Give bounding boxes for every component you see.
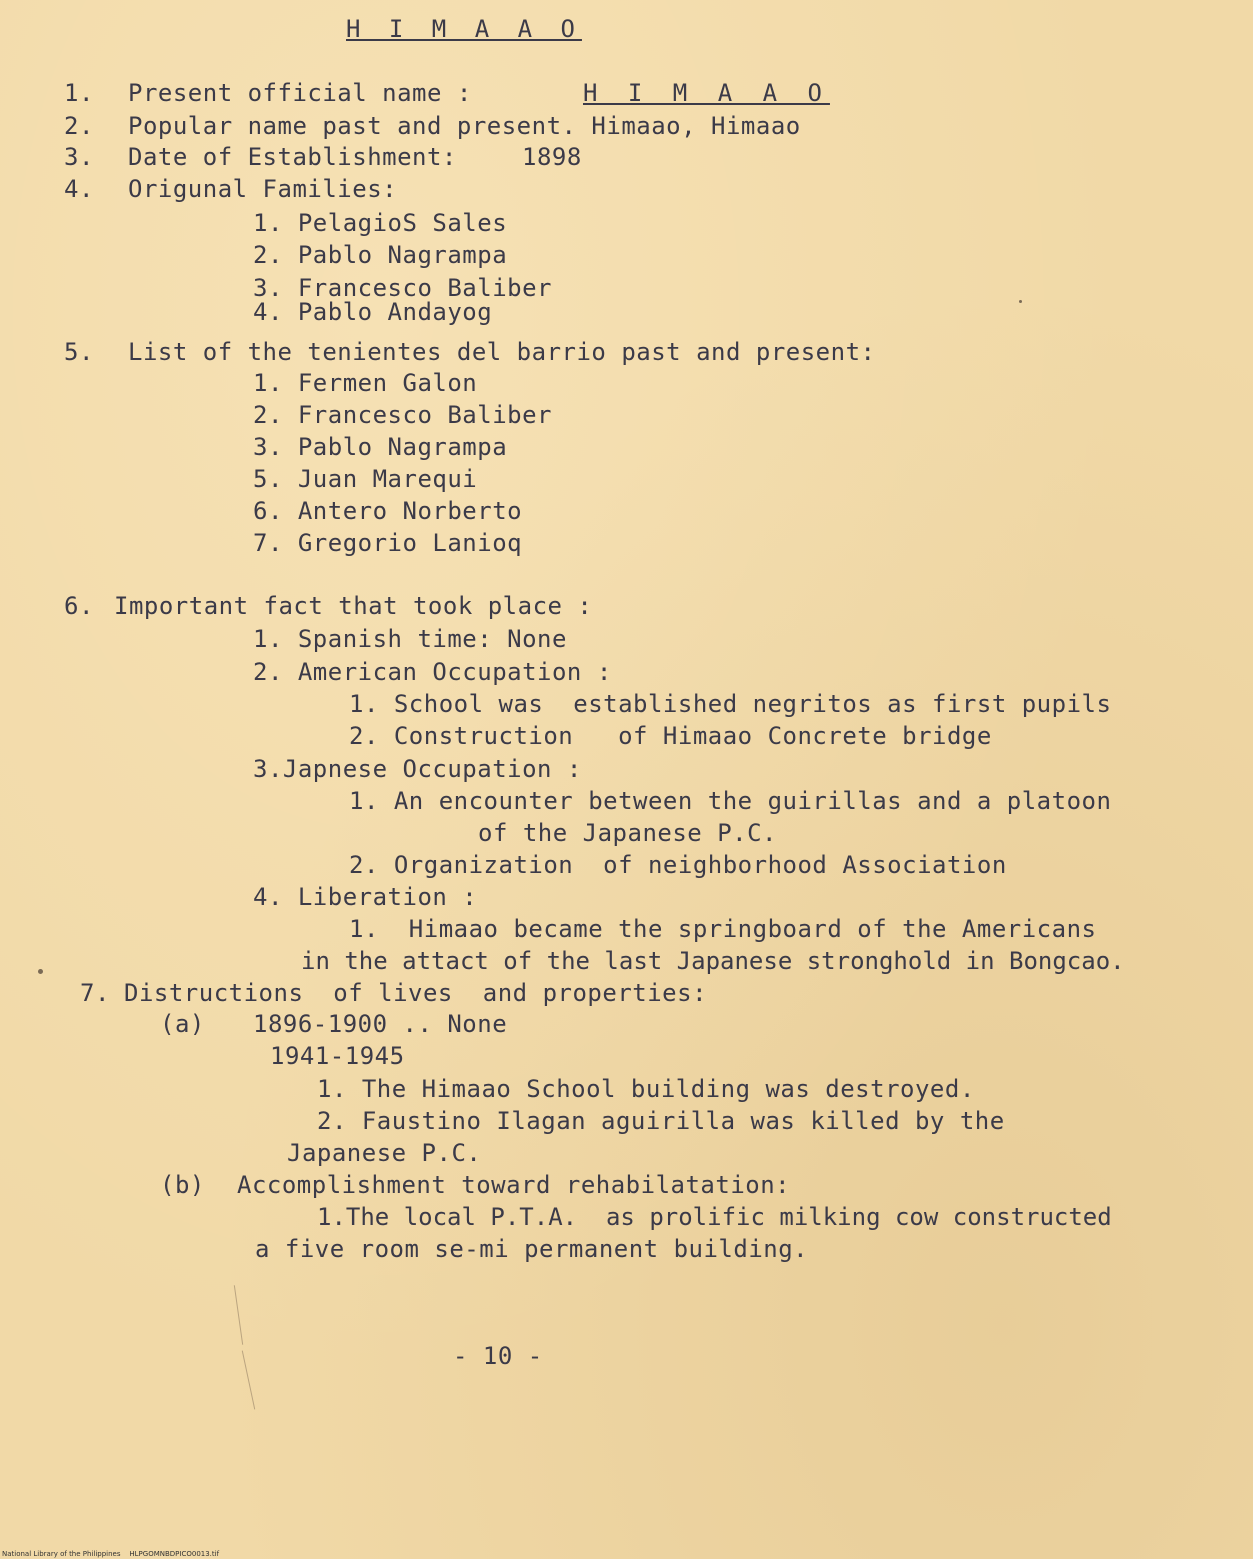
teniente-3: 3. Pablo Nagrampa [253, 433, 508, 461]
item-3-number: 3. [64, 143, 94, 171]
item-1-value: H I M A A O [583, 79, 830, 107]
item-4-label: Origunal Families: [128, 175, 398, 203]
family-3: 3. Francesco Baliber [253, 274, 552, 302]
item-2-text: Popular name past and present. Himaao, Himaao [128, 112, 801, 140]
item-3-value: 1898 [522, 143, 582, 171]
destruction-a-period-2: 1941-1945 [270, 1042, 405, 1070]
paper-scratch [234, 1285, 243, 1345]
teniente-6: 6. Antero Norberto [253, 497, 523, 525]
item-1-label: Present official name : [128, 79, 472, 107]
fact-japanese-1a: 1. An encounter between the guirillas and a platoon [349, 787, 1112, 815]
item-7-number: 7. [80, 979, 110, 1007]
item-1-number: 1. [64, 79, 94, 107]
item-6-number: 6. [64, 592, 94, 620]
item-6-label: Important fact that took place : [114, 592, 593, 620]
teniente-7: 7. Gregorio Lanioq [253, 529, 523, 557]
fact-liberation: 4. Liberation : [253, 883, 478, 911]
family-4: 4. Pablo Andayog [253, 298, 493, 326]
document-title: H I M A A O [346, 15, 582, 43]
destruction-b-label: (b) [160, 1171, 205, 1199]
destruction-b-1a: 1.The local P.T.A. as prolific milking cow constructed [317, 1203, 1112, 1231]
paper-scratch [242, 1351, 255, 1410]
item-5-number: 5. [64, 338, 94, 366]
item-5-label: List of the tenientes del barrio past and present: [128, 338, 876, 366]
teniente-2: 2. Francesco Baliber [253, 401, 552, 429]
fact-liberation-1a: 1. Himaao became the springboard of the Americans [349, 915, 1097, 943]
item-2-number: 2. [64, 112, 94, 140]
destruction-a-label: (a) [160, 1010, 205, 1038]
item-7-label: Distructions of lives and properties: [124, 979, 708, 1007]
destruction-b-text: Accomplishment toward rehabilatation: [237, 1171, 791, 1199]
teniente-5: 5. Juan Marequi [253, 465, 478, 493]
fact-japanese-1b: of the Japanese P.C. [478, 819, 777, 847]
item-4-number: 4. [64, 175, 94, 203]
fact-american-1: 1. School was established negritos as first pupils [349, 690, 1112, 718]
fact-spanish: 1. Spanish time: None [253, 625, 567, 653]
fact-american-2: 2. Construction of Himaao Concrete bridge [349, 722, 992, 750]
destruction-a-2a: 2. Faustino Ilagan aguirilla was killed by the [317, 1107, 1005, 1135]
fact-american: 2. American Occupation : [253, 658, 612, 686]
family-1: 1. PelagioS Sales [253, 209, 508, 237]
family-2: 2. Pablo Nagrampa [253, 241, 508, 269]
page-number: - 10 - [453, 1342, 543, 1370]
destruction-a-1: 1. The Himaao School building was destroyed. [317, 1075, 975, 1103]
destruction-a-period-1: 1896-1900 .. None [253, 1010, 508, 1038]
item-3-label: Date of Establishment: [128, 143, 457, 171]
fact-japanese-2: 2. Organization of neighborhood Association [349, 851, 1007, 879]
scan-footer: National Library of the Philippines HLPGOMNBDPICO0013.tif [2, 1550, 220, 1558]
destruction-a-2b: Japanese P.C. [287, 1139, 482, 1167]
destruction-b-1b: a five room se-mi permanent building. [255, 1235, 809, 1263]
paper-speck [38, 969, 43, 974]
teniente-1: 1. Fermen Galon [253, 369, 478, 397]
paper-speck [1019, 300, 1022, 303]
fact-japanese: 3.Japnese Occupation : [253, 755, 582, 783]
fact-liberation-1b: in the attact of the last Japanese stronghold in Bongcao. [301, 947, 1125, 975]
